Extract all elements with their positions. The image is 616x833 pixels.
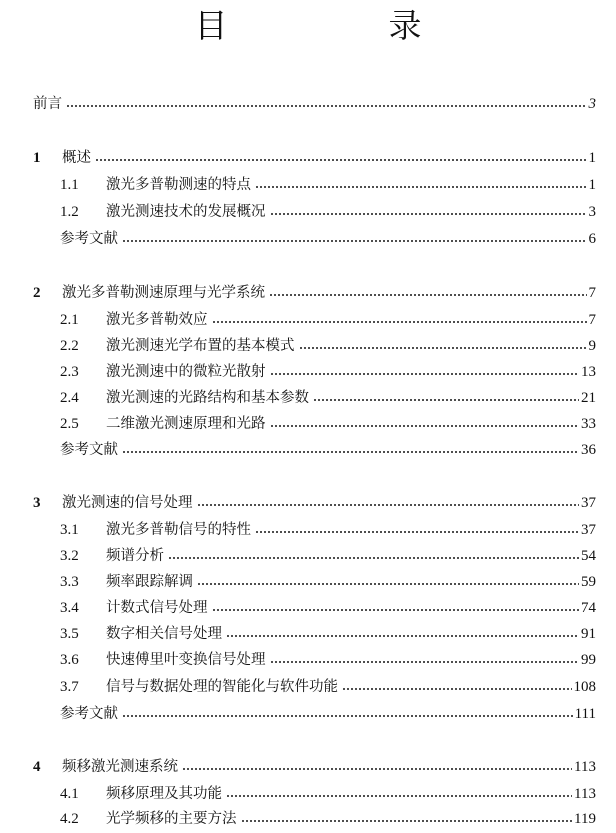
toc-title: 前言 bbox=[33, 96, 62, 112]
toc-section-3-6[interactable] bbox=[60, 648, 596, 670]
dot-leader bbox=[122, 713, 573, 719]
toc-section-2-4[interactable] bbox=[60, 386, 596, 408]
section-number: 3.4 bbox=[60, 600, 79, 616]
toc-title: 激光多普勒测速原理与光学系统 bbox=[62, 285, 265, 301]
section-number: 2.2 bbox=[60, 338, 79, 354]
toc-page-number: 7 bbox=[588, 312, 596, 328]
dot-leader bbox=[226, 793, 572, 799]
toc-page-number: 99 bbox=[581, 652, 596, 668]
toc-page-number: 37 bbox=[581, 522, 596, 538]
dot-leader bbox=[212, 319, 587, 325]
toc-title: 信号与数据处理的智能化与软件功能 bbox=[106, 679, 338, 695]
section-number: 3.3 bbox=[60, 574, 79, 590]
toc-section-2-2[interactable] bbox=[60, 334, 596, 356]
dot-leader bbox=[122, 449, 579, 455]
section-number: 2.4 bbox=[60, 390, 79, 406]
toc-section-3-3[interactable] bbox=[60, 570, 596, 592]
section-number: 1.1 bbox=[60, 177, 79, 193]
dot-leader bbox=[269, 292, 587, 298]
dot-leader bbox=[299, 345, 587, 351]
toc-page-number: 36 bbox=[581, 442, 596, 458]
toc-title: 激光测速的光路结构和基本参数 bbox=[106, 390, 309, 406]
dot-leader bbox=[270, 423, 580, 429]
toc-references-1[interactable] bbox=[60, 227, 596, 249]
dot-leader bbox=[342, 686, 572, 692]
toc-references-2[interactable] bbox=[60, 438, 596, 460]
toc-section-3-7[interactable] bbox=[60, 675, 596, 697]
dot-leader bbox=[122, 238, 587, 244]
toc-chapter-2[interactable] bbox=[33, 281, 596, 303]
toc-section-3-1[interactable] bbox=[60, 518, 596, 540]
toc-page-number: 113 bbox=[574, 786, 596, 802]
dot-leader bbox=[313, 397, 579, 403]
dot-leader bbox=[212, 607, 580, 613]
toc-section-2-3[interactable] bbox=[60, 360, 596, 382]
toc-references-3[interactable] bbox=[60, 702, 596, 724]
toc-title: 激光测速的信号处理 bbox=[62, 495, 193, 511]
toc-page-number: 7 bbox=[588, 285, 596, 301]
toc-title: 数字相关信号处理 bbox=[106, 626, 222, 642]
chapter-number: 2 bbox=[33, 285, 41, 301]
toc-title: 二维激光测速原理和光路 bbox=[106, 416, 266, 432]
toc-section-4-1[interactable] bbox=[60, 782, 596, 804]
toc-page-number: 59 bbox=[581, 574, 596, 590]
toc-page-number: 33 bbox=[581, 416, 596, 432]
toc-page-number: 13 bbox=[581, 364, 596, 380]
toc-page-number: 37 bbox=[581, 495, 596, 511]
toc-title: 频移激光测速系统 bbox=[62, 759, 178, 775]
toc-page-number: 6 bbox=[588, 231, 596, 247]
dot-leader bbox=[270, 371, 580, 377]
toc-section-3-4[interactable] bbox=[60, 596, 596, 618]
toc-title: 频谱分析 bbox=[106, 548, 164, 564]
toc-section-2-1[interactable] bbox=[60, 308, 596, 330]
dot-leader bbox=[168, 555, 579, 561]
section-number: 4.1 bbox=[60, 786, 79, 802]
toc-title: 激光多普勒效应 bbox=[106, 312, 208, 328]
toc-page-number: 9 bbox=[588, 338, 596, 354]
section-number: 3.6 bbox=[60, 652, 79, 668]
toc-section-2-5[interactable] bbox=[60, 412, 596, 434]
toc-page-number: 1 bbox=[588, 150, 596, 166]
dot-leader bbox=[255, 184, 587, 190]
toc-chapter-3[interactable] bbox=[33, 491, 596, 513]
toc-title: 光学频移的主要方法 bbox=[106, 811, 237, 827]
toc-page-number: 113 bbox=[574, 759, 596, 775]
dot-leader bbox=[66, 103, 587, 109]
dot-leader bbox=[197, 502, 580, 508]
toc-title: 激光测速光学布置的基本模式 bbox=[106, 338, 295, 354]
section-number: 3.5 bbox=[60, 626, 79, 642]
toc-title: 激光多普勒信号的特性 bbox=[106, 522, 251, 538]
toc-title: 频移原理及其功能 bbox=[106, 786, 222, 802]
section-number: 3.7 bbox=[60, 679, 79, 695]
dot-leader bbox=[95, 157, 587, 163]
toc-page-number: 54 bbox=[581, 548, 596, 564]
toc-title: 快速傅里叶变换信号处理 bbox=[106, 652, 266, 668]
section-number: 4.2 bbox=[60, 811, 79, 827]
dot-leader bbox=[182, 766, 572, 772]
toc-page-number: 1 bbox=[588, 177, 596, 193]
section-number: 3.2 bbox=[60, 548, 79, 564]
chapter-number: 1 bbox=[33, 150, 41, 166]
toc-page-number: 3 bbox=[588, 204, 596, 220]
toc-section-4-2[interactable] bbox=[60, 807, 596, 829]
toc-page-number: 21 bbox=[581, 390, 596, 406]
section-number: 3.1 bbox=[60, 522, 79, 538]
dot-leader bbox=[197, 581, 579, 587]
dot-leader bbox=[270, 211, 587, 217]
dot-leader bbox=[241, 818, 573, 824]
toc-page-number: 111 bbox=[574, 706, 596, 722]
toc-section-1-1[interactable] bbox=[60, 173, 596, 195]
toc-page-number: 74 bbox=[581, 600, 596, 616]
toc-title: 激光测速中的微粒光散射 bbox=[106, 364, 266, 380]
toc-title: 激光测速技术的发展概况 bbox=[106, 204, 266, 220]
section-number: 2.3 bbox=[60, 364, 79, 380]
toc-section-1-2[interactable] bbox=[60, 200, 596, 222]
toc-title: 参考文献 bbox=[60, 231, 118, 247]
chapter-number: 4 bbox=[33, 759, 41, 775]
toc-page-number: 91 bbox=[581, 626, 596, 642]
dot-leader bbox=[270, 659, 580, 665]
section-number: 1.2 bbox=[60, 204, 79, 220]
section-number: 2.1 bbox=[60, 312, 79, 328]
page-title: 目 录 bbox=[194, 6, 486, 45]
toc-section-3-2[interactable] bbox=[60, 544, 596, 566]
toc-title: 概述 bbox=[62, 150, 91, 166]
toc-title: 参考文献 bbox=[60, 442, 118, 458]
toc-chapter-4[interactable] bbox=[33, 755, 596, 777]
toc-title: 计数式信号处理 bbox=[106, 600, 208, 616]
toc-page-number: 3 bbox=[588, 96, 596, 112]
toc-page-number: 119 bbox=[574, 811, 596, 827]
chapter-number: 3 bbox=[33, 495, 41, 511]
toc-entry-preface[interactable] bbox=[33, 92, 596, 114]
toc-title: 频率跟踪解调 bbox=[106, 574, 193, 590]
toc-title: 激光多普勒测速的特点 bbox=[106, 177, 251, 193]
toc-title: 参考文献 bbox=[60, 706, 118, 722]
section-number: 2.5 bbox=[60, 416, 79, 432]
toc-page-number: 108 bbox=[573, 679, 596, 695]
dot-leader bbox=[226, 633, 579, 639]
toc-chapter-1[interactable] bbox=[33, 146, 596, 168]
dot-leader bbox=[255, 529, 579, 535]
toc-section-3-5[interactable] bbox=[60, 622, 596, 644]
